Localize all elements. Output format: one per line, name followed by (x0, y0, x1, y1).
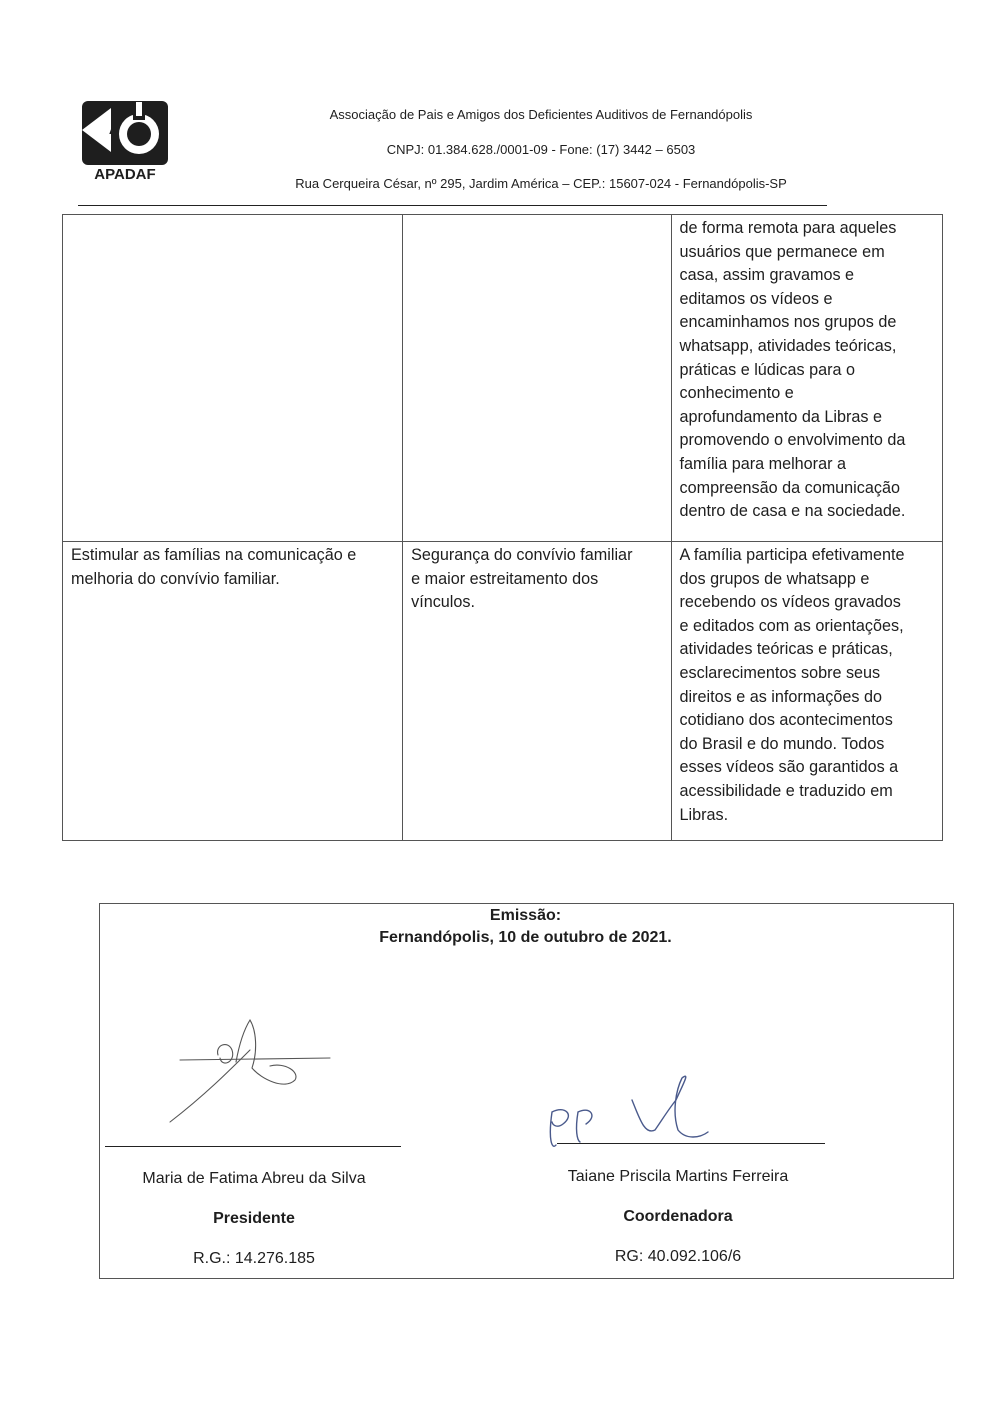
logo-letter: A (109, 123, 118, 137)
organization-name: Associação de Pais e Amigos dos Deficientes Auditivos de Fernandópolis (329, 107, 753, 122)
coordinator-name: Taiane Priscila Martins Ferreira (567, 1168, 789, 1185)
president-rg: R.G.: 14.276.185 (193, 1250, 315, 1267)
activities-table (62, 214, 943, 841)
result-cell (403, 215, 671, 542)
table-row (63, 215, 943, 542)
description-cell (671, 215, 942, 542)
objective-text: Estimular as famílias na comunicação e melhoria do convívio familiar. (71, 546, 357, 588)
organization-cnpj: CNPJ: 01.384.628./0001-09 - Fone: (17) 3442 – 6503 (386, 142, 696, 157)
description-text: de forma remota para aqueles usuários que permanece em casa, assim gravamos e editamos os vídeos e encaminhamos nos grupos de whatsapp, atividades teóricas, práticas e lúdicas para o conhecimento e aprofundamento da Libras e promovendo o envolvimento da família para melhorar a compreensão da comunicação dentro de casa e na sociedade. (679, 219, 906, 521)
organization-address: Rua Cerqueira César, nº 295, Jardim América – CEP.: 15607-024 - Fernandópolis-SP (295, 176, 787, 191)
description-cell (671, 542, 942, 841)
result-text: Segurança do convívio familiar e maior estreitamento dos vínculos. (411, 546, 633, 612)
description-text: A família participa efetivamente dos grupos de whatsapp e recebendo os vídeos gravados e editados com as orientações, atividades teóricas e práticas, esclarecimentos sobre seus direitos e as informações do cotidiano dos acontecimentos do Brasil e do mundo. Todos esses vídeos são garantidos a acessibilidade e traduzido em Libras. (679, 546, 905, 824)
table-row (63, 542, 943, 841)
apadaf-logo (81, 100, 169, 182)
objective-cell (63, 215, 403, 542)
president-role: Presidente (213, 1210, 295, 1227)
signature-line-coordinator (557, 1143, 825, 1144)
objective-cell (63, 542, 403, 841)
logo-text: APADAF (94, 166, 156, 182)
emission-title: Emissão: (489, 907, 562, 924)
emission-date: Fernandópolis, 10 de outubro de 2021. (379, 929, 672, 946)
header-divider (78, 205, 827, 206)
coordinator-rg: RG: 40.092.106/6 (614, 1248, 742, 1265)
result-cell (403, 542, 671, 841)
coordinator-role: Coordenadora (623, 1208, 733, 1225)
signature-line-president (105, 1146, 401, 1147)
president-name: Maria de Fatima Abreu da Silva (142, 1170, 366, 1187)
